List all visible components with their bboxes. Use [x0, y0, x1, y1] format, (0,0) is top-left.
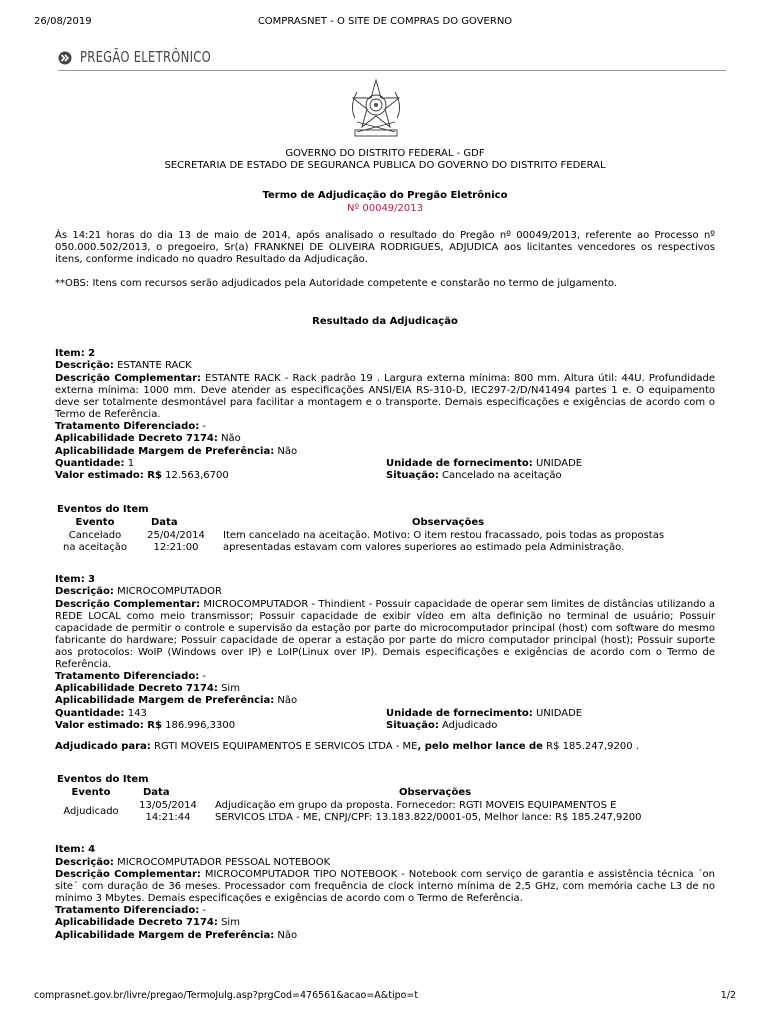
item-descricao-comp: ESTANTE RACK - Rack padrão 19 . Largura externa mínima: 800 mm. Altura útil: 44U. Profundidade externa mínima: 1000 mm. Deve atender as especificações ANSI/EIA RS-310-D, IEC297-2/D/N41494 partes 1 e. O equipamento deve ser totalmente desmontável para facilitar a montagem e o transporte. Demais especificações e exigências de acordo com o Termo de Referência. [55, 372, 715, 420]
item-unidade: UNIDADE [535, 707, 583, 719]
item-descricao: MICROCOMPUTADOR [117, 586, 222, 598]
table-row [57, 800, 659, 824]
event-obs: Item cancelado na aceitação. Motivo: O item restou fracassado, pois todas as propostas apresentadas estavam com valores superiores ao estimado pela Administração. [223, 529, 665, 553]
item-4 [55, 844, 715, 942]
col-data: Data [143, 787, 170, 799]
item-header: Item: 2 [55, 348, 96, 359]
label-tratamento: Tratamento Diferenciado: [55, 670, 200, 682]
col-evento: Evento [75, 516, 115, 528]
item-2 [55, 348, 715, 483]
item-quantidade: 1 [127, 458, 135, 470]
event-date: 13/05/2014 14:21:44 [139, 800, 197, 824]
gov-line-1: GOVERNO DO DISTRITO FEDERAL - GDF [285, 148, 485, 159]
adjudicado-line [55, 741, 715, 753]
label-quantidade: Quantidade: [55, 458, 125, 470]
item-descricao: ESTANTE RACK [117, 360, 192, 372]
print-title: COMPRASNET - O SITE DE COMPRAS DO GOVERNO [257, 16, 513, 27]
events-title: Eventos do Item [57, 774, 149, 786]
document-content [55, 148, 715, 942]
events-item-2 [55, 504, 715, 554]
col-observacoes: Observações [411, 516, 485, 528]
coat-of-arms-icon [345, 78, 407, 142]
banner-title: PREGÃO ELETRÔNICO [80, 48, 212, 66]
label-descricao-comp: Descrição Complementar: [55, 372, 202, 384]
item-unidade: UNIDADE [535, 458, 583, 470]
label-unidade: Unidade de fornecimento: [386, 707, 533, 719]
label-melhor-lance: , pelo melhor lance de [417, 740, 543, 752]
table-row [57, 530, 677, 554]
label-decreto: Aplicabilidade Decreto 7174: [55, 683, 218, 695]
label-valor: Valor estimado: R$ [55, 470, 162, 482]
label-valor: Valor estimado: R$ [55, 720, 162, 732]
doc-number: Nº 00049/2013 [346, 203, 423, 214]
page-number: 1/2 [720, 990, 736, 1001]
print-footer [34, 990, 736, 1004]
item-header: Item: 4 [55, 844, 96, 856]
item-descricao: MICROCOMPUTADOR PESSOAL NOTEBOOK [117, 856, 331, 868]
events-title: Eventos do Item [57, 503, 149, 515]
gov-line-2: SECRETARIA DE ESTADO DE SEGURANCA PUBLICA DO GOVERNO DO DISTRITO FEDERAL [164, 160, 606, 171]
double-chevron-icon [58, 51, 74, 65]
item-3 [55, 574, 715, 753]
label-margem: Aplicabilidade Margem de Preferência: [55, 695, 275, 707]
obs-paragraph: **OBS: Itens com recursos serão adjudicados pela Autoridade competente e constarão no termo de julgamento. [55, 278, 617, 289]
label-descricao: Descrição: [55, 586, 114, 598]
col-evento: Evento [71, 787, 111, 799]
label-adjudicado-para: Adjudicado para: [55, 740, 151, 752]
label-situacao: Situação: [386, 470, 439, 482]
label-descricao-comp: Descrição Complementar: [55, 868, 201, 880]
item-valor: 186.996,3300 [165, 720, 236, 732]
label-tratamento: Tratamento Diferenciado: [55, 904, 200, 916]
event-name: Adjudicado [63, 806, 119, 818]
item-situacao: Cancelado na aceitação [442, 470, 562, 482]
label-decreto: Aplicabilidade Decreto 7174: [55, 917, 218, 929]
result-title: Resultado da Adjudicação [312, 316, 458, 327]
melhor-lance-valor: R$ 185.247,9200 . [546, 740, 639, 752]
item-decreto: Sim [221, 917, 240, 929]
col-data: Data [151, 516, 178, 528]
intro-paragraph: Às 14:21 horas do dia 13 de maio de 2014, após analisado o resultado do Pregão nº 00049/2013, referente ao Processo nº 050.000.502/2013, o pregoeiro, Sr(a) FRANKNEI DE OLIVEIRA RODRIGUES, ADJUDICA aos licitantes vencedores os respectivos itens, conforme indicado no quadro Resultado da Adjudicação. [55, 230, 715, 265]
label-tratamento: Tratamento Diferenciado: [55, 420, 200, 432]
events-table [57, 515, 677, 554]
item-margem: Não [277, 929, 298, 941]
item-tratamento: - [202, 420, 207, 432]
item-margem: Não [277, 695, 298, 707]
print-header [34, 16, 736, 30]
event-name: Cancelado na aceitação [63, 529, 127, 553]
label-unidade: Unidade de fornecimento: [386, 458, 533, 470]
label-descricao-comp: Descrição Complementar: [55, 598, 201, 610]
label-descricao: Descrição: [55, 856, 114, 868]
item-descricao-comp: MICROCOMPUTADOR - Thindient - Possuir capacidade de operar sem limites de distâncias utilizando a REDE LOCAL como meio transmissor; Possuir capacidade de exibir vídeo em alta definição no terminal de usuário; Possuir capacidade de permitir o controle e supervisão da estação por parte do microcomputador principal (host) com software do mesmo fabricante do hardware; Possuir capacidade de operar a estação por parte do micro computador principal (host); Possuir suporte aos protocolos: WoIP (Windows over IP) e LoIP(Linux over IP). Demais especificações e exigências de acordo com o Termo de Referência. [55, 598, 715, 670]
label-margem: Aplicabilidade Margem de Preferência: [55, 929, 275, 941]
item-decreto: Não [221, 433, 241, 445]
col-observacoes: Observações [398, 787, 472, 799]
events-table [57, 785, 659, 824]
adjudicado-fornecedor: RGTI MOVEIS EQUIPAMENTOS E SERVICOS LTDA - ME [154, 740, 418, 752]
event-date: 25/04/2014 12:21:00 [147, 529, 205, 553]
pregao-banner [58, 48, 726, 71]
doc-title: Termo de Adjudicação do Pregão Eletrônico [262, 190, 508, 201]
item-quantidade: 143 [127, 707, 147, 719]
events-item-3 [55, 774, 715, 824]
item-tratamento: - [202, 904, 207, 916]
item-margem: Não [277, 445, 298, 457]
item-valor: 12.563,6700 [165, 470, 229, 482]
item-decreto: Sim [221, 683, 240, 695]
print-date: 26/08/2019 [34, 16, 92, 27]
item-situacao: Adjudicado [442, 720, 498, 732]
label-quantidade: Quantidade: [55, 707, 125, 719]
label-situacao: Situação: [386, 720, 439, 732]
event-obs: Adjudicação em grupo da proposta. Fornecedor: RGTI MOVEIS EQUIPAMENTOS E SERVICOS LTDA - ME, CNPJ/CPF: 13.183.822/0001-05, Melhor lance: R$ 185.247,9200 [215, 800, 642, 824]
item-header: Item: 3 [55, 573, 96, 585]
item-tratamento: - [202, 670, 207, 682]
label-descricao: Descrição: [55, 360, 114, 372]
label-margem: Aplicabilidade Margem de Preferência: [55, 445, 275, 457]
item-descricao-comp: MICROCOMPUTADOR TIPO NOTEBOOK - Notebook com serviço de garantia e assistência técnica ´on site´ com duração de 36 meses. Processador com frequência de clock interno mínima de 2,5 GHz, com memória cache L3 de no mínimo 3 Mbytes. Demais especificações e exigências de acordo com o Termo de Referência. [55, 868, 715, 904]
label-decreto: Aplicabilidade Decreto 7174: [55, 433, 218, 445]
footer-url: comprasnet.gov.br/livre/pregao/TermoJulg.asp?prgCod=476561&acao=A&tipo=t [34, 990, 419, 1001]
